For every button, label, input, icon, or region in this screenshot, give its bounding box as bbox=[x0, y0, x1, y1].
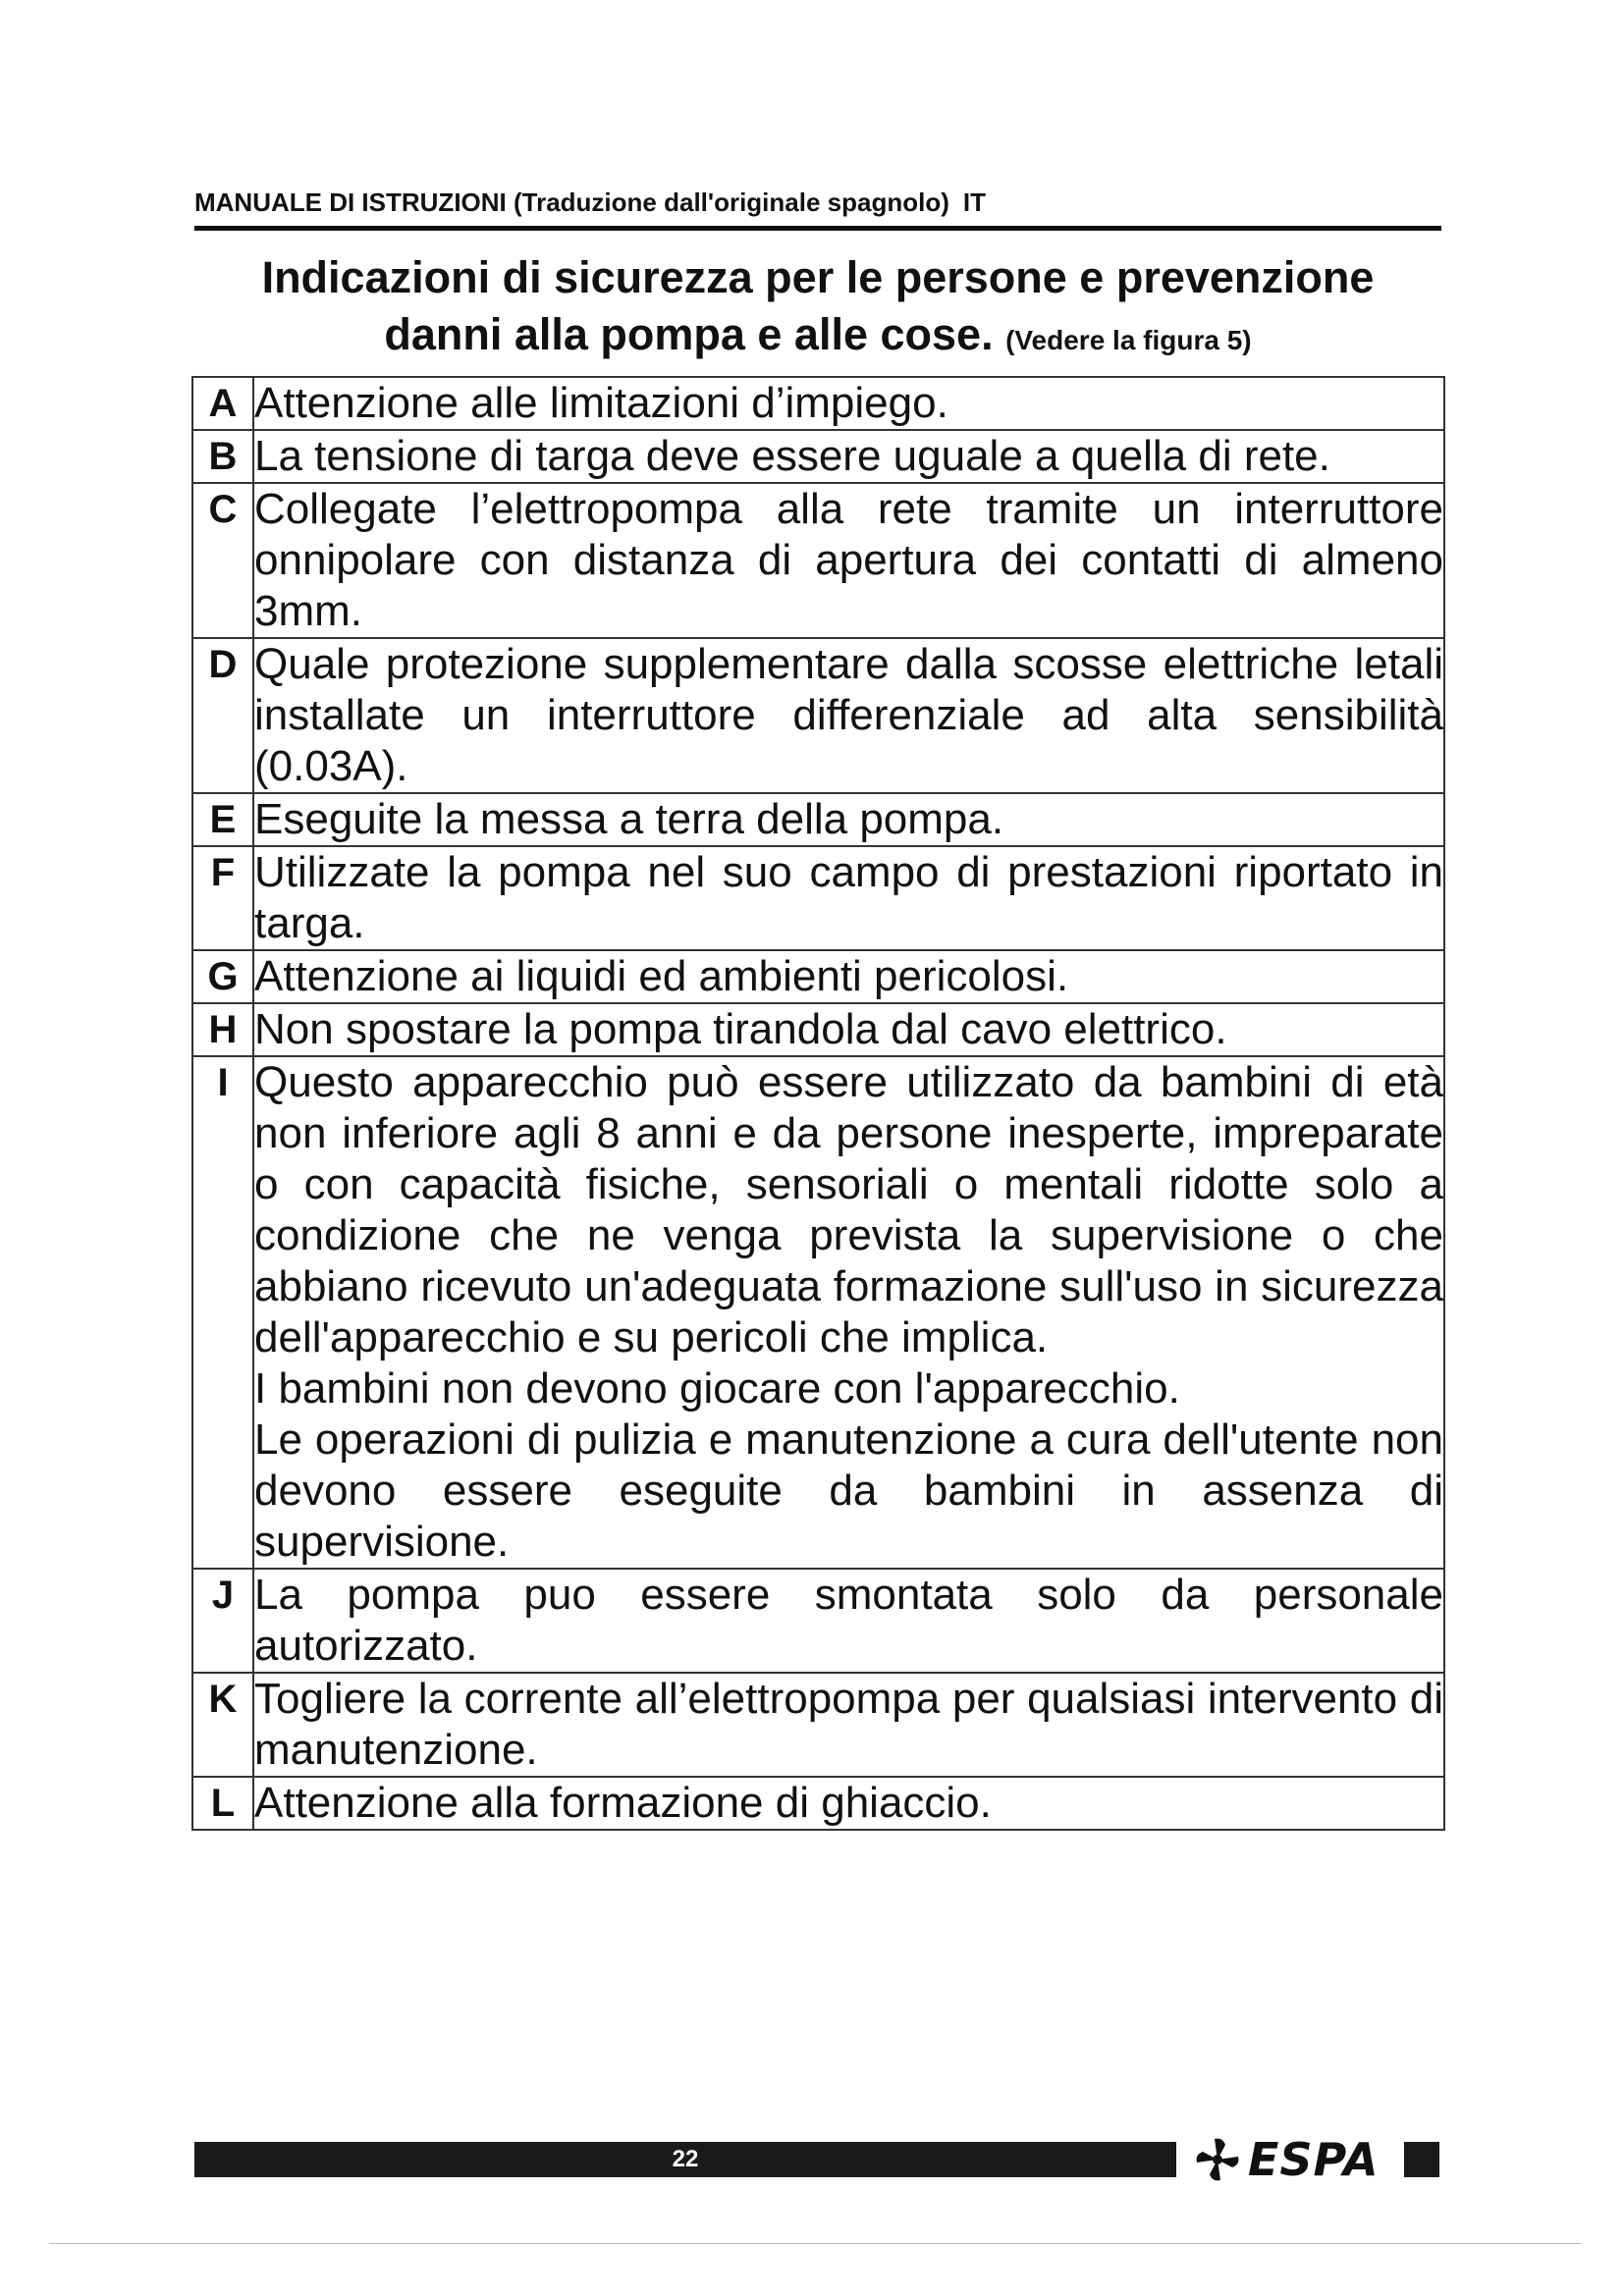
footer-block bbox=[1404, 2142, 1439, 2177]
table-row bbox=[192, 1003, 1444, 1056]
table-row bbox=[192, 1569, 1444, 1673]
table-row bbox=[192, 1777, 1444, 1830]
item-text: Quale protezione supplementare dalla scosse elettriche letali installate un interruttore differenziale ad alta sensibilità (0.03A). bbox=[253, 638, 1444, 793]
table-row bbox=[192, 846, 1444, 950]
item-paragraph: Le operazioni di pulizia e manutenzione a cura dell'utente non devono essere eseguite da bambini in assenza di supervisione. bbox=[254, 1415, 1443, 1566]
item-text: Togliere la corrente all’elettropompa per qualsiasi intervento di manutenzione. bbox=[253, 1673, 1444, 1777]
page-divider bbox=[49, 2243, 1581, 2244]
table-row bbox=[192, 1056, 1444, 1569]
document-header bbox=[194, 183, 1441, 231]
section-title-line1: Indicazioni di sicurezza per le persone e prevenzione bbox=[261, 252, 1375, 302]
item-letter: H bbox=[192, 1003, 253, 1056]
brand-name: ESPA bbox=[1248, 2133, 1380, 2186]
table-row bbox=[192, 793, 1444, 846]
item-letter: G bbox=[192, 950, 253, 1003]
section-title bbox=[194, 249, 1441, 369]
item-text: Attenzione alla formazione di ghiaccio. bbox=[253, 1777, 1444, 1830]
table-row bbox=[192, 377, 1444, 430]
language-code: IT bbox=[962, 187, 986, 217]
item-letter: D bbox=[192, 638, 253, 793]
item-text: Attenzione ai liquidi ed ambienti pericolosi. bbox=[253, 950, 1444, 1003]
item-text: Attenzione alle limitazioni d’impiego. bbox=[253, 377, 1444, 430]
item-letter: E bbox=[192, 793, 253, 846]
safety-table bbox=[191, 376, 1445, 1831]
page-number: 22 bbox=[672, 2146, 699, 2172]
item-letter: I bbox=[192, 1056, 253, 1569]
item-text: Non spostare la pompa tirandola dal cavo elettrico. bbox=[253, 1003, 1444, 1056]
item-letter: K bbox=[192, 1673, 253, 1777]
item-letter: J bbox=[192, 1569, 253, 1673]
table-row bbox=[192, 638, 1444, 793]
item-paragraph: I bambini non devono giocare con l'apparecchio. bbox=[254, 1364, 1180, 1413]
item-letter: F bbox=[192, 846, 253, 950]
item-text: La tensione di targa deve essere uguale a quella di rete. bbox=[253, 430, 1444, 483]
header-title: MANUALE DI ISTRUZIONI (Traduzione dall'originale spagnolo) bbox=[194, 187, 949, 217]
table-row bbox=[192, 950, 1444, 1003]
item-letter: A bbox=[192, 377, 253, 430]
item-text: La pompa puo essere smontata solo da personale autorizzato. bbox=[253, 1569, 1444, 1673]
figure-reference: (Vedere la figura 5) bbox=[1005, 325, 1252, 355]
item-letter: L bbox=[192, 1777, 253, 1830]
espa-logo bbox=[1193, 2132, 1380, 2187]
footer-bar bbox=[194, 2142, 1176, 2177]
item-text: Collegate l’elettropompa alla rete tramite un interruttore onnipolare con distanza di apertura dei contatti di almeno 3mm. bbox=[253, 483, 1444, 638]
item-paragraph: Questo apparecchio può essere utilizzato da bambini di età non inferiore agli 8 anni e da persone inesperte, impreparate o con capacità fisiche, sensoriali o mentali ridotte solo a condizione che ne venga prevista la supervisione o che abbiano ricevuto un'adeguata formazione sull'uso in sicurezza dell'apparecchio e su pericoli che implica. bbox=[254, 1058, 1443, 1362]
section-title-line2-text: danni alla pompa e alle cose. bbox=[384, 309, 994, 359]
item-text bbox=[253, 1056, 1444, 1569]
section-title-line2 bbox=[194, 306, 1441, 369]
table-row bbox=[192, 430, 1444, 483]
item-letter: C bbox=[192, 483, 253, 638]
item-text: Eseguite la messa a terra della pompa. bbox=[253, 793, 1444, 846]
item-text: Utilizzate la pompa nel suo campo di prestazioni riportato in targa. bbox=[253, 846, 1444, 950]
table-row bbox=[192, 483, 1444, 638]
espa-pinwheel-icon bbox=[1193, 2135, 1242, 2184]
item-letter: B bbox=[192, 430, 253, 483]
table-row bbox=[192, 1673, 1444, 1777]
